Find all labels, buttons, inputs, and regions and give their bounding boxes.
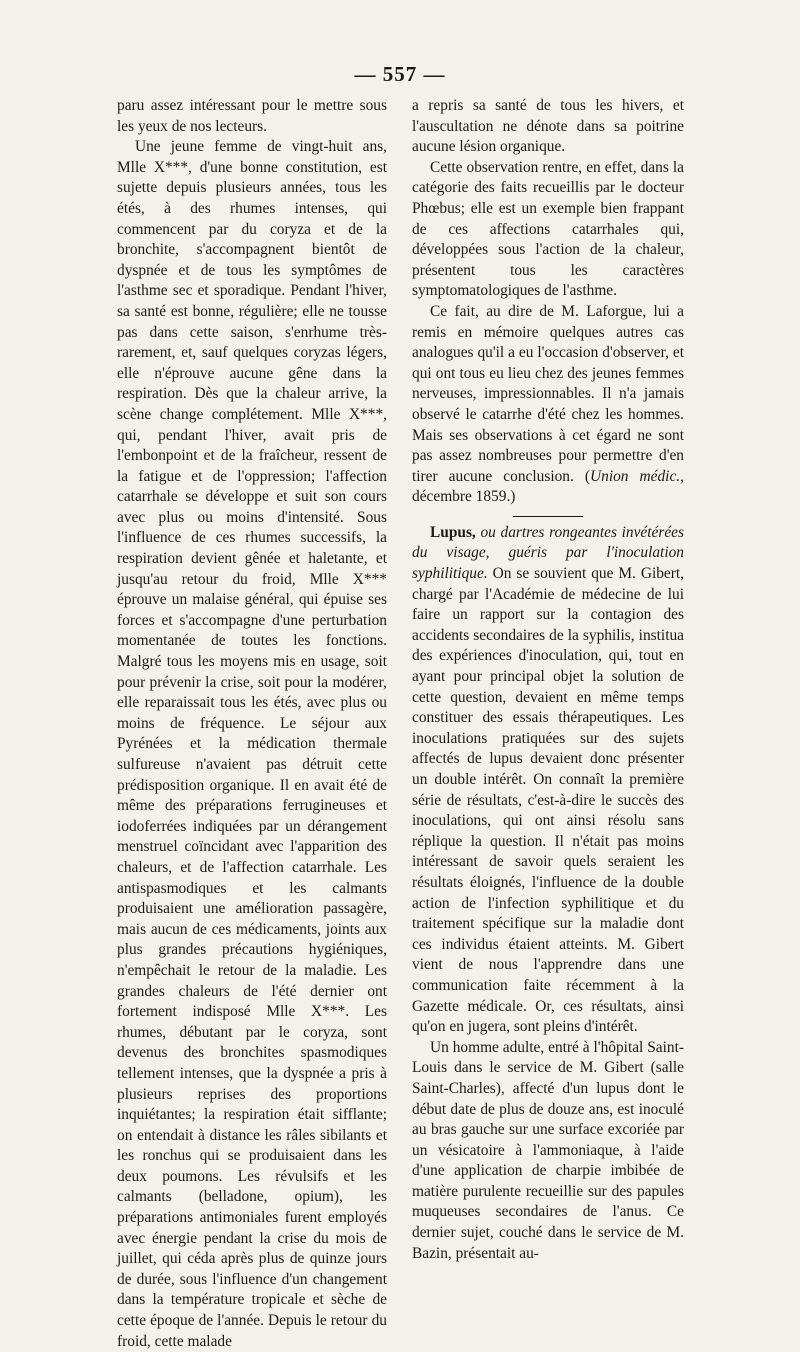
left-paragraph-1: paru assez intéressant pour le mettre sous les yeux de nos lecteurs.	[117, 97, 387, 135]
right-paragraph-3	[412, 302, 684, 508]
section-divider	[513, 516, 583, 517]
source-citation: Union médic.,	[590, 467, 684, 485]
lupus-article-paragraph	[412, 523, 684, 1038]
article-subtitle: ou dartres rongeantes invétérées du visage, guéris par l'inoculation syphilitique.	[412, 523, 684, 583]
right-paragraph-2: Cette observation rentre, en effet, dans la catégorie des faits recueillis par le docteur Phœbus; elle est un exemple bien frappant de ces affections catarrhales qui, développées sous l'action de la chaleur, présentent tous les caractères symptomatologiques de l'asthme.	[412, 158, 684, 300]
article-heading: Lupus,	[430, 523, 476, 541]
left-column	[117, 96, 387, 1352]
paragraph-text: Ce fait, au dire de M. Laforgue, lui a remis en mémoire quelques autres cas analogues qu'il a eu l'occasion d'observer, et qui ont tous eu lieu chez des jeunes femmes nerveuses, impressionnables. Il n'a jamais observé le catarrhe d'été chez les hommes. Mais ses observations à cet égard ne sont pas assez nombreuses pour permettre d'en tirer aucune conclusion. (	[412, 302, 684, 485]
right-paragraph-5: Un homme adulte, entré à l'hôpital Saint-Louis dans le service de M. Gibert (salle Saint-Charles), affecté d'un lupus dont le début date de plus de douze ans, est inoculé au bras gauche sur une surface excoriée par un vésicatoire à l'ammoniaque, à l'aide d'une application de charpie imbibée de matière purulente recueillie sur des papules muqueuses secondaires de l'anus. Ce dernier sujet, couché dans le service de M. Bazin, présentait au-	[412, 1038, 684, 1262]
citation-date: décembre 1859.)	[412, 488, 516, 506]
page-number: — 557 —	[354, 62, 446, 86]
left-paragraph-2: Une jeune femme de vingt-huit ans, Mlle X***, d'une bonne constitution, est sujette depuis plusieurs années, tous les étés, à des rhumes intenses, qui commencent par du coryza et de la bronchite, s'accompagnent bientôt de dyspnée et de tous les symptômes de l'asthme sec et sporadique. Pendant l'hiver, sa santé est bonne, régulière; elle ne tousse pas dans cette saison, s'enrhume très-rarement, et, sauf quelques coryzas légers, elle n'éprouve aucune gêne dans la respiration. Dès que la chaleur arrive, la scène change complétement. Mlle X***, qui, pendant l'hiver, avait pris de l'embonpoint et de la fraîcheur, ressent de la fatigue et de l'oppression; l'affection catarrhale se développe et suit son cours avec plus ou moins d'intensité. Sous l'influence de ces rhumes successifs, la respiration devient gênée et haletante, et jusqu'au retour du froid, Mlle X*** éprouve un malaise général, qui épuise ses forces et s'accompagne d'une perturbation momentanée de toutes les fonctions. Malgré tous les moyens mis en usage, soit pour prévenir la crise, soit pour la modérer, elle reparaissait tous les étés, avec plus ou moins de fréquence. Le séjour aux Pyrénées et la médication thermale sulfureuse n'avaient pas détruit cette prédisposition organique. Il en avait été de même des préparations ferrugineuses et iodoferrées indiquées par un dérangement menstruel coïncidant avec l'apparition des chaleurs, et de l'affection catarrhale. Les antispasmodiques et les calmants produisaient une amélioration passagère, mais aucun de ces médicaments, joints aux plus grandes précautions hygiéniques, n'empêchait le retour de la maladie. Les grandes chaleurs de l'été dernier ont fortement indisposé Mlle X***. Les rhumes, débutant par le coryza, sont devenus des bronchites spasmodiques tellement intenses, que la dyspnée a pris à plusieurs reprises des proportions inquiétantes; la respiration était sifflante; on entendait à distance les râles sibilants et les ronchus qui se produisaient dans les deux poumons. Les révulsifs et les calmants (belladone, opium), les préparations antimoniales furent employés avec énergie pendant la crise du mois de juillet, qui céda après plus de quinze jours de durée, sous l'influence d'un changement dans la température tropicale et sèche de cette époque de l'année. Depuis le retour du froid, cette malade	[117, 138, 387, 1350]
article-text: On se souvient que M. Gibert, chargé par l'Académie de médecine de lui faire un rapport sur la contagion des accidents secondaires de la syphilis, institua des expériences d'inoculation, qui, tout en ayant pour principal objet la solution de cette question, devaient en même temps constituer des essais thérapeutiques. Les inoculations pratiquées sur des sujets affectés de lupus devaient donc présenter un double intérêt. On connaît la première série de résultats, c'est-à-dire le succès des inoculations, qui ont ainsi résolu sans réplique la question. Il n'était pas moins intéressant de savoir quels seraient les résultats éloignés, l'influence de la double action de l'infection syphilitique et du traitement spécifique sur la maladie dont ces individus étaient atteints. M. Gibert vient de nous l'apprendre dans une communication faite récemment à la Gazette médicale. Or, ces résultats, ainsi qu'on en jugera, sont pleins d'intérêt.	[412, 565, 684, 1036]
right-column	[412, 96, 684, 1264]
right-paragraph-1: a repris sa santé de tous les hivers, et l'auscultation ne dénote dans sa poitrine aucune lésion organique.	[412, 97, 684, 156]
